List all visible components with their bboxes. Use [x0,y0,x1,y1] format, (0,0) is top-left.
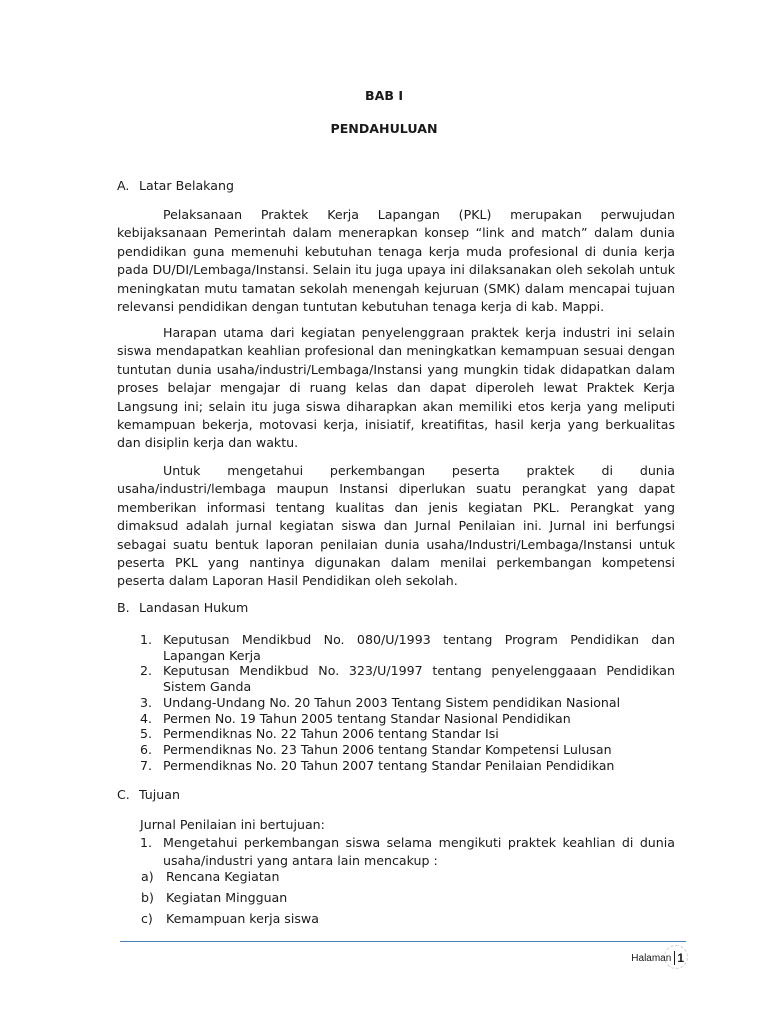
sub-item-marker: b) [141,890,154,905]
list-item-text: Permen No. 19 Tahun 2005 tentang Standar Nasional Pendidikan [163,710,571,726]
list-item-number: 7. [140,757,153,773]
goals-intro: Jurnal Penilaian ini bertujuan: [140,817,325,832]
goal-number: 1. [140,835,153,850]
list-item [140,758,675,774]
list-item [140,663,675,694]
list-item-text: Keputusan Mendikbud No. 323/U/1997 tentang penyelenggaaan Pendidikan Sistem Ganda [163,663,675,695]
section-c-letter: C. [117,787,130,802]
section-a-title: Latar Belakang [139,178,234,193]
list-item [140,695,675,711]
list-item [140,711,675,727]
list-item-text: Permendiknas No. 20 Tahun 2007 tentang Standar Penilaian Pendidikan [163,757,615,773]
list-item-text: Undang-Undang No. 20 Tahun 2003 Tentang Sistem pendidikan Nasional [163,694,621,710]
list-item-text: Keputusan Mendikbud No. 080/U/1993 tentang Program Pendidikan dan Lapangan Kerja [163,632,675,663]
list-item [141,908,319,929]
list-item-number: 4. [140,710,153,726]
section-a-heading [117,178,234,193]
section-b-letter: B. [117,600,130,615]
list-item [140,742,675,758]
footer-separator [674,951,675,965]
background-paragraph-2: Harapan utama dari kegiatan penyelenggraan praktek kerja industri ini selain siswa mendapatkan keahlian profesional dan meningkatkan kemampuan sesuai dengan tuntutan dunia usaha/industri/Lembaga/Instansi yang mungkin tidak didapatkan dalam proses belajar mengajar di ruang kelas dan dapat diperoleh lewat Praktek Kerja Langsung ini; selain itu juga siswa diharapkan akan memiliki etos kerja yang meliputi kemampuan bekerja, motovasi kerja, inisiatif, kreatifitas, hasil kerja yang berkualitas dan disiplin kerja dan waktu. [117,325,675,451]
list-item-number: 2. [140,663,153,679]
background-paragraph-3: Untuk mengetahui perkembangan peserta praktek di dunia usaha/industri/lembaga maupun Instansi diperlukan suatu perangkat yang dapat memberikan informasi tentang kualitas dan jenis kegiatan PKL. Perangkat yang dimaksud adalah jurnal kegiatan siswa dan Jurnal Penilaian ini. Jurnal ini berfungsi sebagai suatu bentuk laporan penilaian dunia usaha/Industri/Lembaga/Instansi untuk peserta PKL yang nantinya digunakan dalam menilai perkembangan kompetensi peserta dalam Laporan Hasil Pendidikan oleh sekolah. [117,463,675,589]
footer-label: Halaman [631,952,672,964]
sub-item-text: Rencana Kegiatan [166,869,280,884]
goal-text: Mengetahui perkembangan siswa selama mengikuti praktek keahlian di dunia usaha/industri yang antara lain mencakup : [163,835,675,868]
list-item-text: Permendiknas No. 22 Tahun 2006 tentang Standar Isi [163,726,499,742]
sub-item-marker: c) [141,911,153,926]
footer-rule [120,941,686,942]
list-item [141,887,319,908]
background-paragraph-1: Pelaksanaan Praktek Kerja Lapangan (PKL) merupakan perwujudan kebijaksanaan Pemerintah dalam menerapkan konsep “link and match” dalam dunia pendidikan guna memenuhi kebutuhan tenaga kerja muda profesional di dunia kerja pada DU/DI/Lembaga/Instansi. Selain itu juga upaya ini dilaksanakan oleh sekolah untuk meningkatan mutu tamatan sekolah menengah kejuruan (SMK) dalam mencapai tujuan relevansi pendidikan dengan tuntutan kebutuhan tenaga kerja di kab. Mappi. [117,207,675,315]
list-item [140,726,675,742]
list-item-number: 6. [140,741,153,757]
section-b-title: Landasan Hukum [139,600,249,615]
sub-item-text: Kegiatan Mingguan [166,890,288,905]
list-item-text: Permendiknas No. 23 Tahun 2006 tentang Standar Kompetensi Lulusan [163,741,612,757]
list-item-number: 1. [140,632,153,647]
chapter-label: BAB I [364,88,403,103]
list-item-number: 3. [140,694,153,710]
goal-item [140,834,675,870]
sub-item-text: Kemampuan kerja siswa [166,911,319,926]
section-c-title: Tujuan [139,787,180,802]
chapter-title: PENDAHULUAN [330,121,438,136]
page-footer [631,949,684,967]
goal-sub-list [141,866,319,929]
section-c-heading [117,787,180,802]
list-item [140,632,675,663]
legal-basis-list [140,632,675,773]
page-number: 1 [677,951,684,965]
list-item-number: 5. [140,726,153,742]
sub-item-marker: a) [141,869,154,884]
section-b-heading [117,600,248,615]
list-item [141,866,319,887]
section-a-letter: A. [117,178,130,193]
